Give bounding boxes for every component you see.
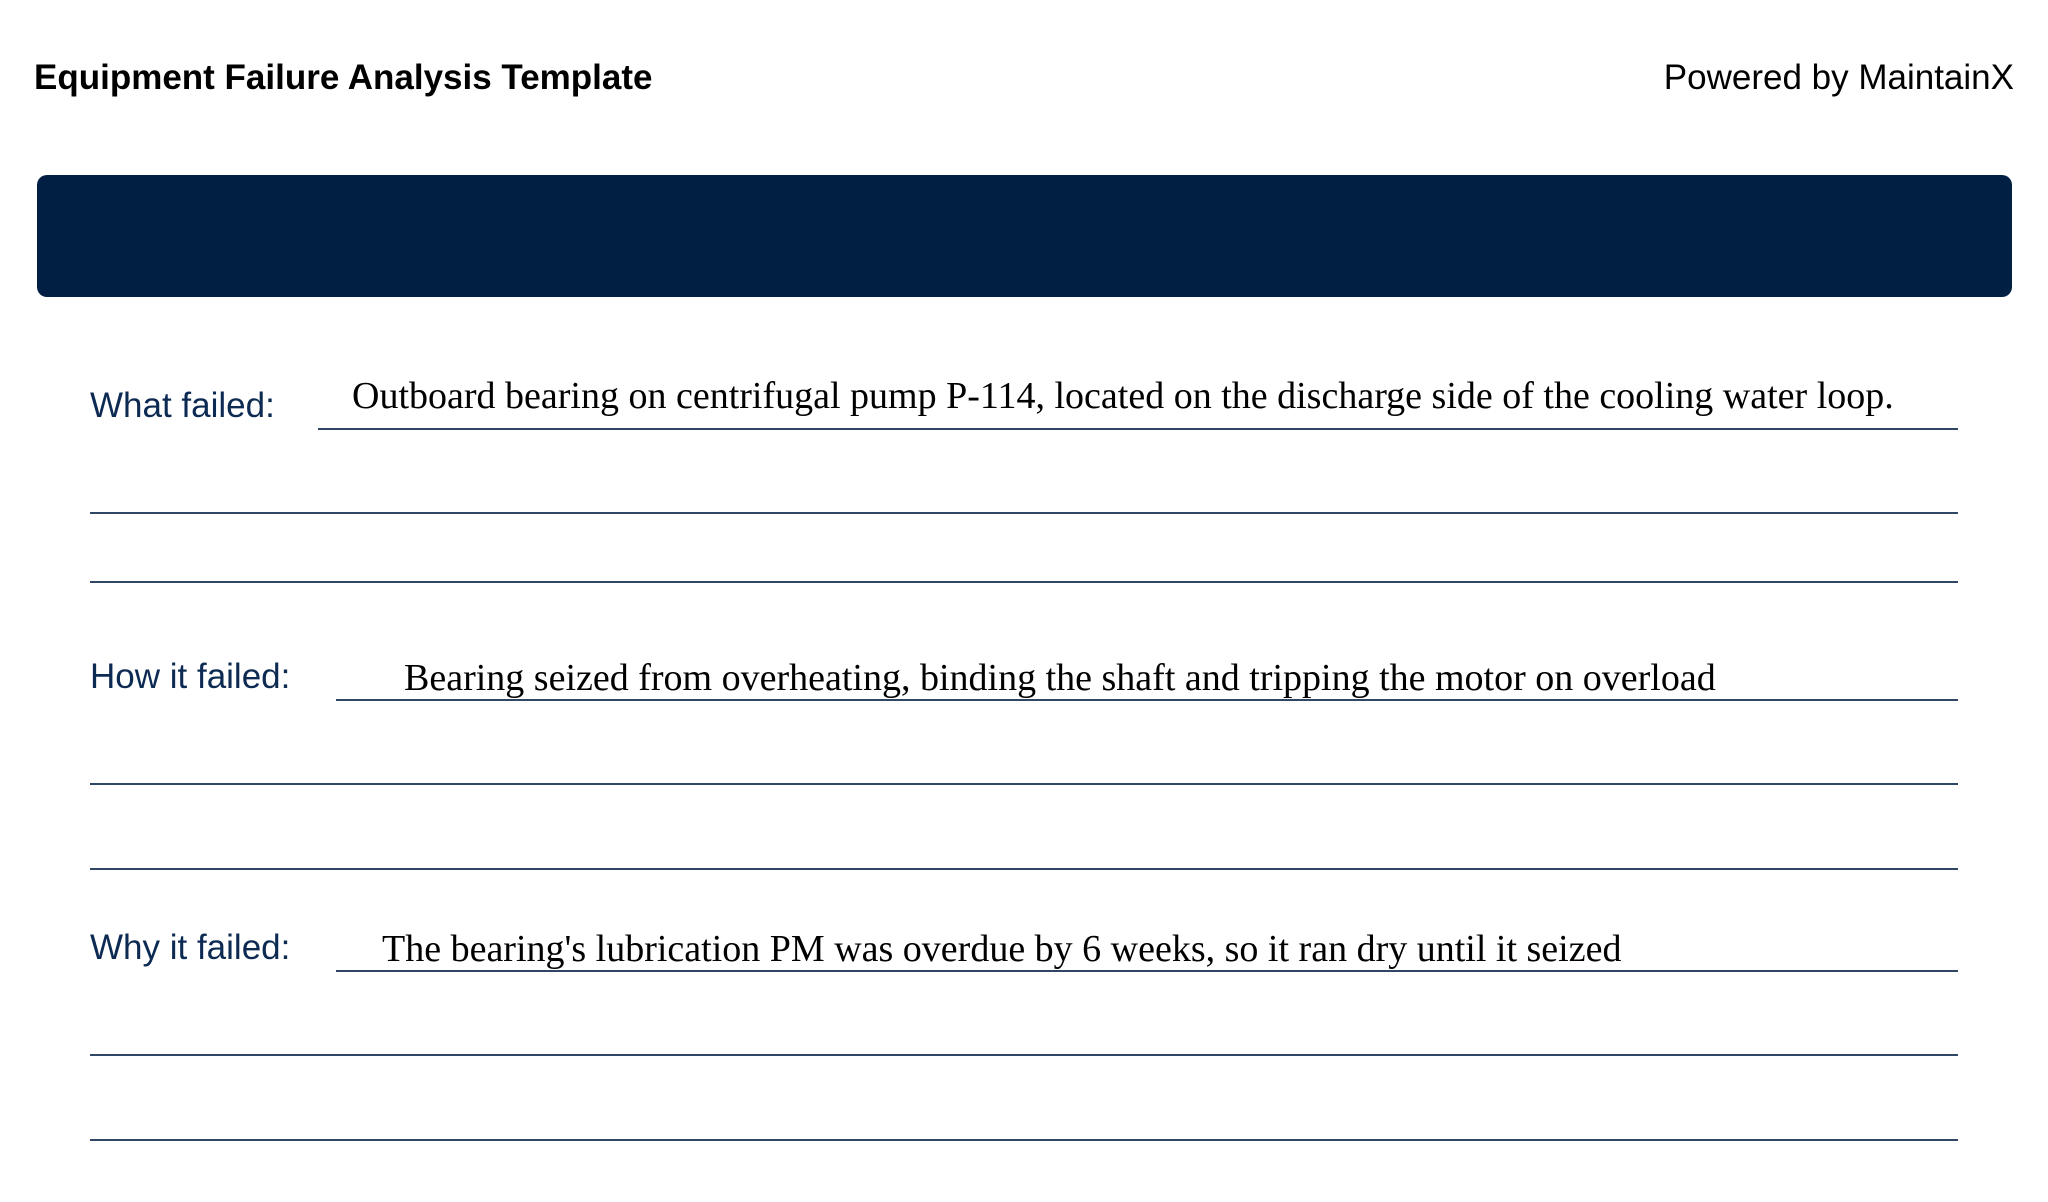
why-failed-line-1 [336, 970, 1958, 972]
what-failed-value[interactable]: Outboard bearing on centrifugal pump P-114, located on the discharge side of the cooling water loop. [352, 375, 1894, 417]
how-failed-line-1 [336, 699, 1958, 701]
document-title: Equipment Failure Analysis Template [34, 58, 653, 97]
why-failed-value[interactable]: The bearing's lubrication PM was overdue by 6 weeks, so it ran dry until it seized [382, 928, 1622, 970]
what-failed-line-1 [318, 428, 1958, 430]
what-failed-label: What failed: [90, 386, 275, 425]
what-failed-line-2 [90, 512, 1958, 514]
why-failed-label: Why it failed: [90, 928, 291, 967]
how-failed-line-3 [90, 868, 1958, 870]
why-failed-line-2 [90, 1054, 1958, 1056]
what-failed-line-3 [90, 581, 1958, 583]
why-failed-line-3 [90, 1139, 1958, 1141]
header-banner [37, 175, 2012, 297]
how-failed-value[interactable]: Bearing seized from overheating, binding the shaft and tripping the motor on overload [404, 657, 1716, 699]
how-failed-label: How it failed: [90, 657, 291, 696]
how-failed-line-2 [90, 783, 1958, 785]
powered-by-text: Powered by MaintainX [1663, 58, 2014, 97]
